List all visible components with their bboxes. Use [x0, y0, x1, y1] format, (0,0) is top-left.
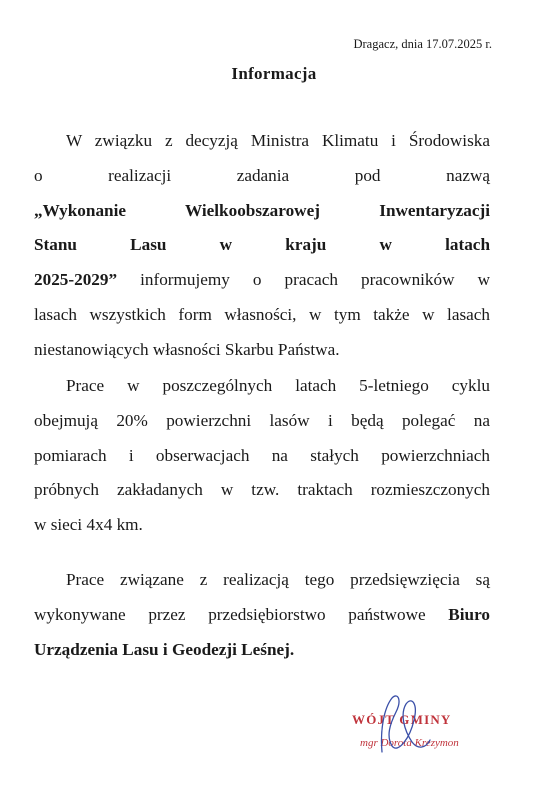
- text-line: o realizacji zadania pod nazwą: [34, 165, 490, 185]
- document-title: Informacja: [231, 64, 317, 83]
- text-segment: informujemy o pracach pracowników w: [117, 270, 490, 290]
- text-line: lasach wszystkich form własności, w tym także w lasach: [34, 304, 490, 324]
- text-line: pomiarach i obserwacjach na stałych powierzchniach: [34, 445, 490, 465]
- text-line: w sieci 4x4 km.: [34, 515, 143, 535]
- text-line: Prace w poszczególnych latach 5-letniego cyklu: [66, 376, 490, 395]
- task-years: 2025-2029”: [34, 270, 118, 290]
- text-line: W związku z decyzją Ministra Klimatu i Środowiska: [66, 131, 490, 150]
- text-line: próbnych zakładanych w tzw. traktach rozmieszczonych: [34, 480, 490, 500]
- paragraph-work-scope: [34, 369, 490, 543]
- handwritten-signature: [340, 690, 490, 760]
- text-segment: wykonywane przez przedsiębiorstwo państwowe: [34, 604, 449, 624]
- text-line: Prace związane z realizacją tego przedsięwzięcia są: [66, 570, 490, 589]
- contractor-name-part: Urządzenia Lasu i Geodezji Leśnej.: [34, 639, 295, 659]
- text-line-bold: [34, 228, 490, 263]
- signature-scribble: [340, 690, 490, 760]
- task-name-part: „Wykonanie Wielkoobszarowej Inwentaryzacji: [34, 200, 490, 220]
- task-name-part: Stanu Lasu w kraju w latach: [34, 235, 490, 255]
- paragraph-decision: [34, 124, 490, 368]
- text-line: obejmują 20% powierzchni lasów i będą polegać na: [34, 410, 490, 430]
- contractor-name-part: Biuro: [448, 604, 490, 624]
- stamp-title: WÓJT GMINY: [352, 712, 452, 727]
- paragraph-contractor: [34, 563, 490, 667]
- document-date: Dragacz, dnia 17.07.2025 r.: [353, 37, 492, 51]
- stamp-name: mgr Dorota Krezymon: [360, 737, 459, 749]
- text-line: [34, 598, 490, 633]
- text-line-bold: [34, 194, 490, 229]
- text-line: [34, 263, 490, 298]
- text-line-bold: [34, 633, 490, 668]
- text-line: niestanowiących własności Skarbu Państwa.: [34, 339, 340, 359]
